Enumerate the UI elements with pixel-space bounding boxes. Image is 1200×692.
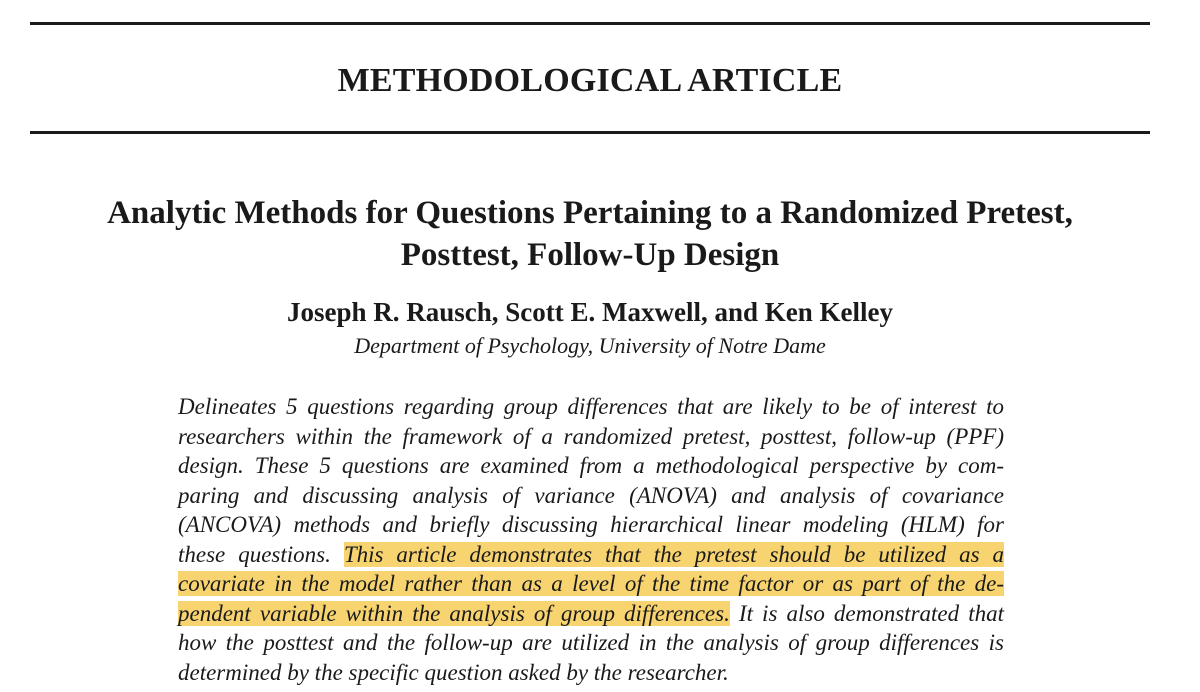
- abstract-line: determined by the specific question asked by the researcher.: [178, 659, 729, 685]
- article-title-line-2: Posttest, Follow-Up Design: [400, 237, 780, 273]
- abstract-line: design. These 5 questions are examined from a methodological perspective by com-: [178, 453, 1004, 478]
- article-title-line-1: Analytic Methods for Questions Pertaining to a Randomized Pretest,: [107, 195, 1073, 231]
- highlighted-text: covariate in the model rather than as a level of the time factor or as part of the de-: [178, 571, 1004, 596]
- article-title: [60, 192, 1120, 276]
- abstract-line: [178, 599, 1004, 629]
- abstract-text: these questions.: [178, 541, 344, 567]
- abstract: [178, 392, 1004, 687]
- abstract-text: It is also demonstrated that: [729, 600, 1004, 626]
- abstract-line: how the posttest and the follow-up are utilized in the analysis of group differences is: [178, 630, 1004, 655]
- top-rule: [30, 22, 1150, 25]
- abstract-line: [178, 569, 1004, 599]
- author-affiliation: Department of Psychology, University of Notre Dame: [354, 333, 826, 358]
- abstract-line: researchers within the framework of a randomized pretest, posttest, follow-up (PPF): [178, 423, 1004, 449]
- bottom-rule: [30, 131, 1150, 134]
- abstract-line: (ANCOVA) methods and briefly discussing hierarchical linear modeling (HLM) for: [178, 512, 1004, 537]
- abstract-line: paring and discussing analysis of variance (ANOVA) and analysis of covariance: [178, 482, 1004, 508]
- highlighted-text: This article demonstrates that the pretest should be utilized as a: [343, 541, 1004, 567]
- abstract-line: Delineates 5 questions regarding group differences that are likely to be of interest to: [178, 394, 1004, 419]
- abstract-line: [178, 540, 1004, 570]
- highlighted-text: pendent variable within the analysis of group differences.: [178, 600, 730, 626]
- author-list: Joseph R. Rausch, Scott E. Maxwell, and Ken Kelley: [286, 297, 893, 327]
- section-label: METHODOLOGICAL ARTICLE: [337, 62, 843, 99]
